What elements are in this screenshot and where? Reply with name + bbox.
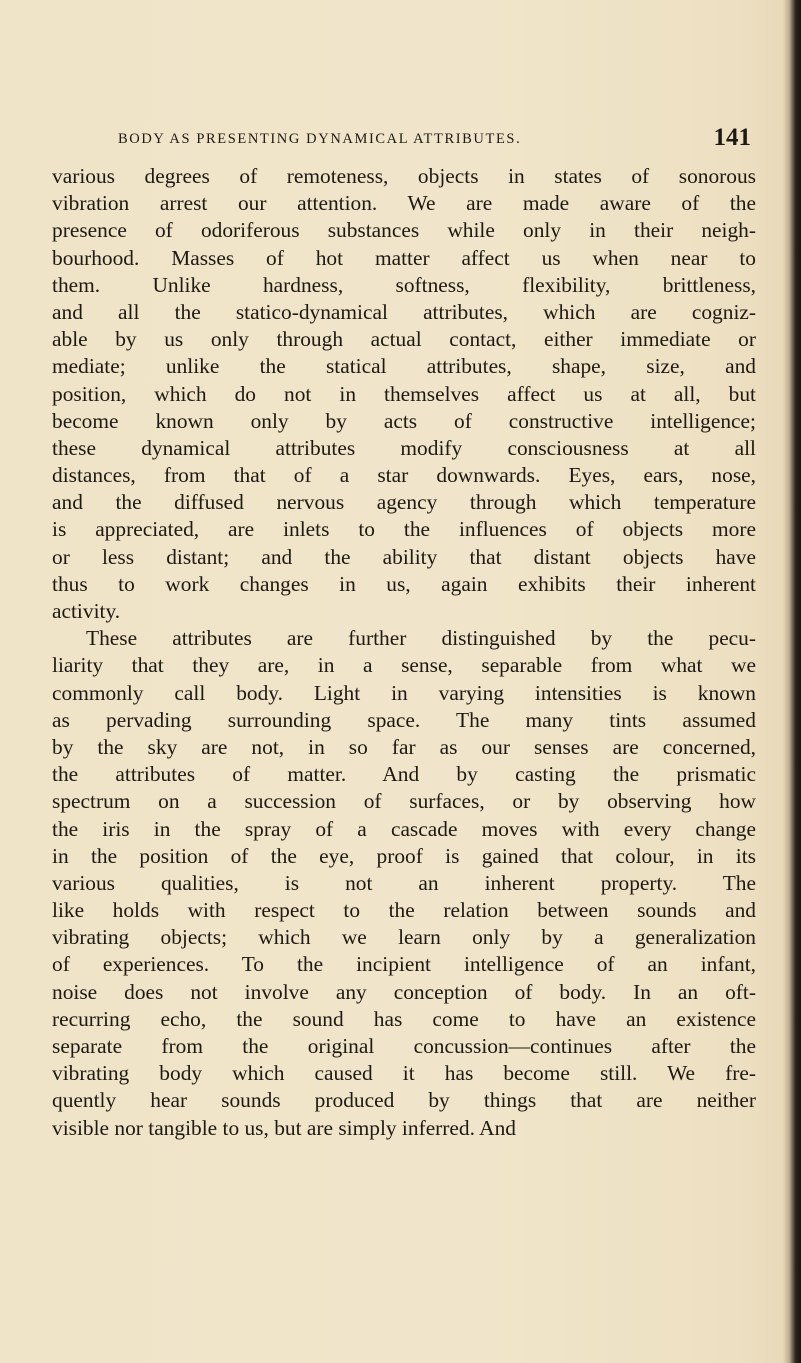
text-line: visible nor tangible to us, but are simply inferred. And — [52, 1115, 516, 1140]
text-line: vibrating objects; which we learn only by a generalization — [52, 925, 756, 950]
text-line: noise does not involve any conception of body. In an oft- — [52, 979, 756, 1004]
text-line: mediate; unlike the statical attributes, shape, size, and — [52, 354, 756, 379]
text-line: and the diffused nervous agency through which temperature — [52, 490, 756, 515]
text-line: position, which do not in themselves affect us at all, but — [52, 381, 756, 406]
running-head — [118, 124, 751, 156]
text-line: become known only by acts of constructive intelligence; — [52, 408, 756, 433]
page-edge-shadow — [783, 0, 801, 1363]
text-line: of experiences. To the incipient intelligence of an infant, — [52, 952, 756, 977]
text-line: the attributes of matter. And by casting the prismatic — [52, 762, 756, 787]
text-line: separate from the original concussion—continues after the — [52, 1034, 756, 1058]
text-line: quently hear sounds produced by things that are neither — [52, 1088, 756, 1113]
text-line: in the position of the eye, proof is gained that colour, in its — [52, 843, 756, 868]
body-text — [52, 163, 756, 1142]
running-title: BODY AS PRESENTING DYNAMICAL ATTRIBUTES. — [118, 131, 522, 147]
text-line: or less distant; and the ability that distant objects have — [52, 544, 756, 569]
paragraph — [52, 163, 756, 625]
text-line: bourhood. Masses of hot matter affect us when near to — [52, 245, 756, 270]
text-line: vibration arrest our attention. We are made aware of the — [52, 191, 756, 216]
text-line: is appreciated, are inlets to the influences of objects more — [52, 517, 756, 542]
text-line: various qualities, is not an inherent property. The — [52, 870, 756, 895]
text-line: vibrating body which caused it has become still. We fre- — [52, 1061, 756, 1086]
text-line: distances, from that of a star downwards. Eyes, ears, nose, — [52, 463, 756, 488]
text-line: spectrum on a succession of surfaces, or by observing how — [52, 789, 756, 814]
text-line: as pervading surrounding space. The many tints assumed — [52, 707, 756, 732]
text-line: These attributes are further distinguished by the pecu- — [86, 626, 756, 651]
text-line: these dynamical attributes modify consciousness at all — [52, 435, 756, 460]
paragraph — [52, 625, 756, 1142]
text-line: like holds with respect to the relation between sounds and — [52, 898, 756, 923]
page-number: 141 — [713, 124, 751, 151]
text-line: recurring echo, the sound has come to have an existence — [52, 1006, 756, 1031]
text-line: activity. — [52, 599, 121, 623]
text-line: commonly call body. Light in varying intensities is known — [52, 680, 756, 705]
text-line: presence of odoriferous substances while only in their neigh- — [52, 218, 756, 243]
text-line: by the sky are not, in so far as our senses are concerned, — [52, 734, 756, 759]
text-line: liarity that they are, in a sense, separable from what we — [52, 653, 756, 678]
text-line: various degrees of remoteness, objects in states of sonorous — [52, 164, 756, 188]
text-line: the iris in the spray of a cascade moves with every change — [52, 816, 756, 841]
text-line: them. Unlike hardness, softness, flexibility, brittleness, — [52, 272, 756, 297]
text-line: thus to work changes in us, again exhibits their inherent — [52, 571, 756, 596]
text-line: able by us only through actual contact, either immediate or — [52, 327, 756, 352]
text-line: and all the statico-dynamical attributes, which are cogniz- — [52, 299, 756, 324]
